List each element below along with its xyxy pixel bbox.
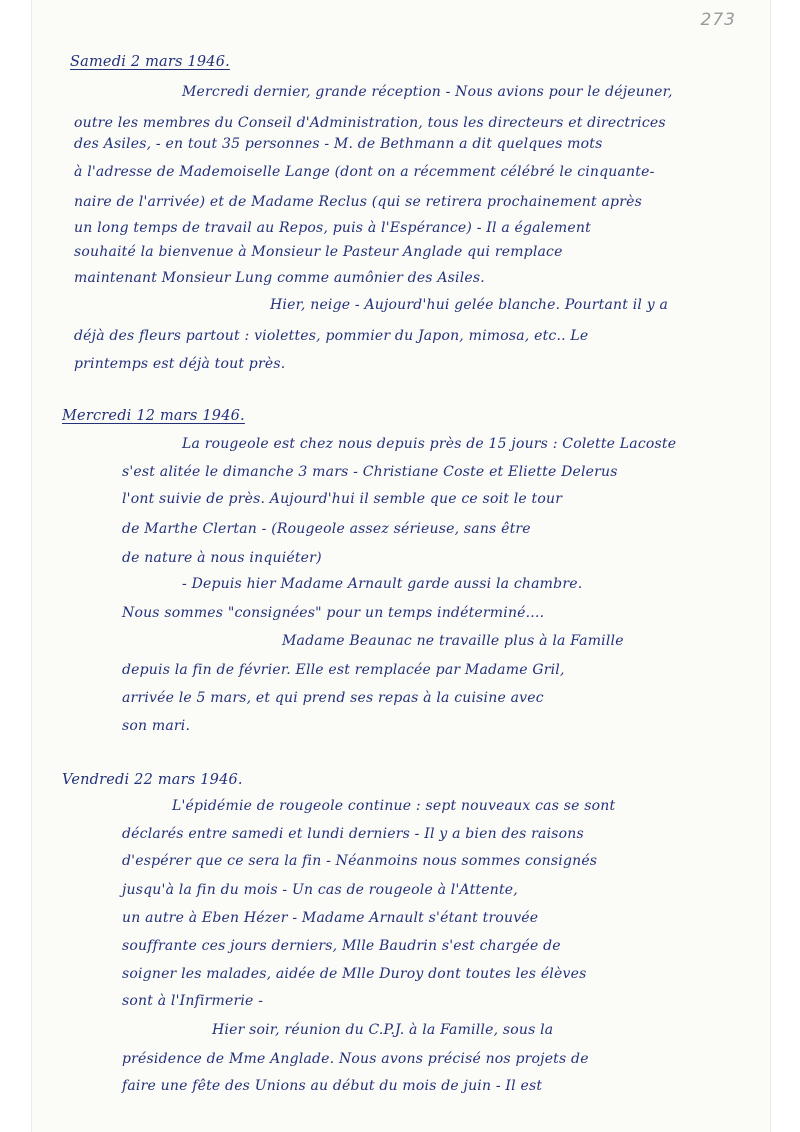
entry-line: sont à l'Infirmerie -: [122, 993, 264, 1009]
entry-line: d'espérer que ce sera la fin - Néanmoins nous sommes consignés: [122, 853, 598, 869]
entry-line: maintenant Monsieur Lung comme aumônier des Asiles.: [74, 270, 485, 286]
entry-line: souhaité la bienvenue à Monsieur le Pasteur Anglade qui remplace: [74, 244, 563, 260]
page-number: 273: [700, 10, 736, 30]
entry-line: La rougeole est chez nous depuis près de 15 jours : Colette Lacoste: [182, 436, 677, 452]
entry-line: présidence de Mme Anglade. Nous avons précisé nos projets de: [122, 1051, 589, 1067]
entry-line: arrivée le 5 mars, et qui prend ses repas à la cuisine avec: [122, 690, 544, 706]
entry-line: faire une fête des Unions au début du mois de juin - Il est: [122, 1078, 543, 1094]
entry-line: un long temps de travail au Repos, puis à l'Espérance) - Il a également: [74, 220, 591, 236]
entry-date: Samedi 2 mars 1946.: [70, 54, 230, 70]
entry-line: L'épidémie de rougeole continue : sept nouveaux cas se sont: [172, 798, 616, 814]
entry-line: naire de l'arrivée) et de Madame Reclus (qui se retirera prochainement après: [74, 194, 642, 210]
entry-line: s'est alitée le dimanche 3 mars - Christiane Coste et Eliette Delerus: [122, 464, 618, 480]
entry-line: Nous sommes "consignées" pour un temps indéterminé....: [122, 605, 545, 621]
entry-line: Hier soir, réunion du C.P.J. à la Famille, sous la: [212, 1022, 554, 1038]
entry-line: son mari.: [122, 718, 191, 734]
entry-line: l'ont suivie de près. Aujourd'hui il semble que ce soit le tour: [122, 491, 563, 507]
entry-line: déjà des fleurs partout : violettes, pommier du Japon, mimosa, etc.. Le: [74, 328, 589, 344]
entry-line: printemps est déjà tout près.: [74, 356, 286, 372]
entry-line: de Marthe Clertan - (Rougeole assez sérieuse, sans être: [122, 521, 531, 537]
entry-line: depuis la fin de février. Elle est remplacée par Madame Gril,: [122, 662, 565, 678]
entry-line: de nature à nous inquiéter): [122, 550, 322, 566]
notebook-page: [32, 0, 770, 1132]
entry-line: jusqu'à la fin du mois - Un cas de rougeole à l'Attente,: [122, 882, 518, 898]
entry-line: outre les membres du Conseil d'Administration, tous les directeurs et directrices: [74, 115, 666, 131]
entry-line: Hier, neige - Aujourd'hui gelée blanche. Pourtant il y a: [270, 297, 669, 313]
entry-line: - Depuis hier Madame Arnault garde aussi la chambre.: [182, 576, 583, 592]
entry-line: un autre à Eben Hézer - Madame Arnault s'étant trouvée: [122, 910, 539, 926]
entry-line: des Asiles, - en tout 35 personnes - M. de Bethmann a dit quelques mots: [74, 136, 603, 152]
entry-line: soigner les malades, aidée de Mlle Duroy dont toutes les élèves: [122, 966, 587, 982]
entry-line: Madame Beaunac ne travaille plus à la Famille: [282, 633, 624, 649]
entry-line: à l'adresse de Mademoiselle Lange (dont on a récemment célébré le cinquante-: [74, 164, 655, 180]
entry-line: déclarés entre samedi et lundi derniers - Il y a bien des raisons: [122, 826, 584, 842]
entry-date: Mercredi 12 mars 1946.: [62, 408, 245, 424]
entry-date: Vendredi 22 mars 1946.: [62, 772, 243, 788]
entry-line: Mercredi dernier, grande réception - Nous avions pour le déjeuner,: [182, 84, 673, 100]
entry-line: souffrante ces jours derniers, Mlle Baudrin s'est chargée de: [122, 938, 561, 954]
